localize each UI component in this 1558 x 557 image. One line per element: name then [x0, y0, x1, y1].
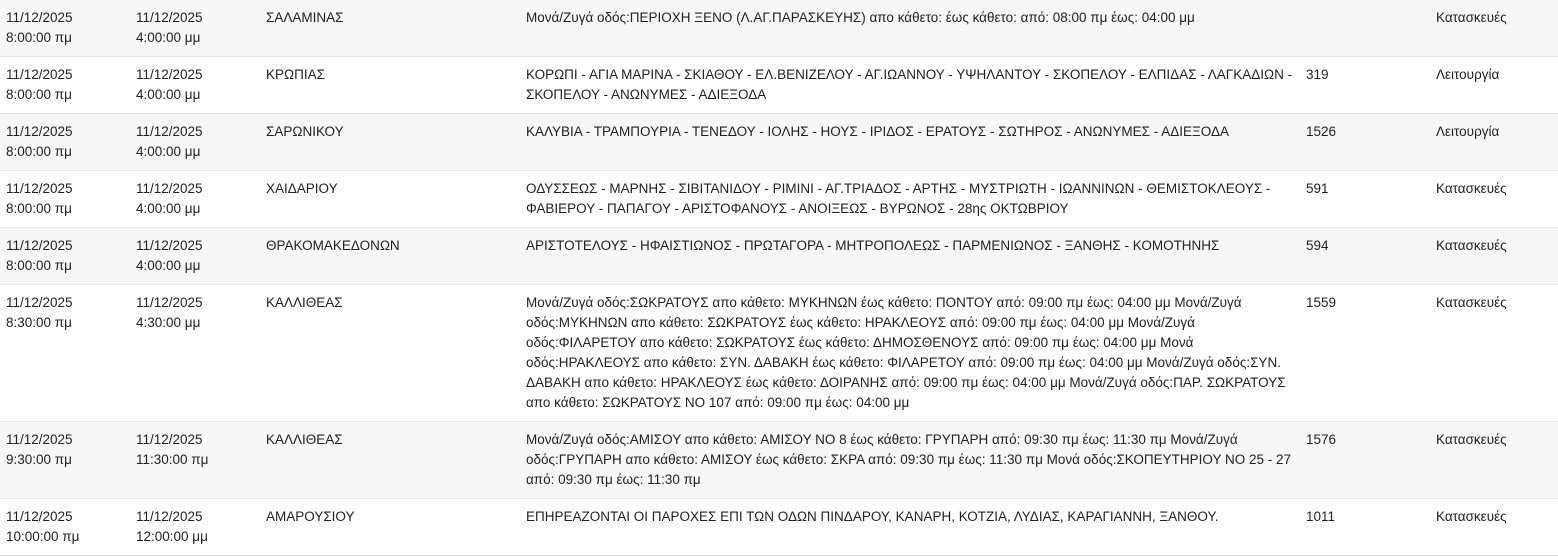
type-cell: Λειτουργία: [1430, 114, 1558, 171]
end-datetime-cell: [130, 285, 260, 422]
end-date: 11/12/2025: [136, 181, 203, 196]
number-cell: 319: [1300, 57, 1430, 114]
streets-cell: ΑΡΙΣΤΟΤΕΛΟΥΣ - ΗΦΑΙΣΤΙΩΝΟΣ - ΠΡΩΤΑΓΟΡΑ - ΜΗΤΡΟΠΟΛΕΩΣ - ΠΑΡΜΕΝΙΩΝΟΣ - ΞΑΝΘΗΣ - ΚΟΜΟΤΗΝΗΣ: [520, 228, 1300, 285]
type-cell: Κατασκευές: [1430, 171, 1558, 228]
start-datetime-cell: [0, 171, 130, 228]
start-date: 11/12/2025: [6, 124, 73, 139]
end-date: 11/12/2025: [136, 509, 203, 524]
end-datetime-cell: [130, 57, 260, 114]
start-time: 9:30:00 πμ: [6, 452, 72, 467]
type-cell: Κατασκευές: [1430, 499, 1558, 556]
number-cell: 1576: [1300, 422, 1430, 499]
end-time: 4:00:00 μμ: [136, 87, 201, 102]
streets-cell: ΕΠΗΡΕΑΖΟΝΤΑΙ ΟΙ ΠΑΡΟΧΕΣ ΕΠΙ ΤΩΝ ΟΔΩΝ ΠΙΝΔΑΡΟΥ, ΚΑΝΑΡΗ, ΚΟΤΖΙΑ, ΛΥΔΙΑΣ, ΚΑΡΑΓΙΑΝΝΗ, ΞΑΝΘΟΥ.: [520, 499, 1300, 556]
type-cell: Κατασκευές: [1430, 228, 1558, 285]
end-datetime-cell: [130, 228, 260, 285]
end-datetime-cell: [130, 499, 260, 556]
start-date: 11/12/2025: [6, 509, 73, 524]
streets-cell: Μονά/Ζυγά οδός:ΣΩΚΡΑΤΟΥΣ απο κάθετο: ΜΥΚΗΝΩΝ έως κάθετο: ΠΟΝΤΟΥ από: 09:00 πμ έως: 04:00 μμ Μονά/Ζυγά οδός:ΜΥΚΗΝΩΝ απο κάθετο: ΣΩΚΡΑΤΟΥΣ έως κάθετο: ΗΡΑΚΛΕΟΥΣ από: 09:00 πμ έως: 04:00 μμ Μονά/Ζυγά οδός:ΦΙΛΑΡΕΤΟΥ απο κάθετο: ΣΩΚΡΑΤΟΥΣ έως κάθετο: ΔΗΜΟΣΘΕΝΟΥΣ από: 09:00 πμ έως: 04:00 μμ Μονά οδός:ΗΡΑΚΛΕΟΥΣ απο κάθετο: ΣΥΝ. ΔΑΒΑΚΗ έως κάθετο: ΦΙΛΑΡΕΤΟΥ από: 09:00 πμ έως: 04:00 μμ Μονά/Ζυγά οδός:ΣΥΝ. ΔΑΒΑΚΗ απο κάθετο: ΗΡΑΚΛΕΟΥΣ έως κάθετο: ΔΟΙΡΑΝΗΣ από: 09:00 πμ έως: 04:00 μμ Μονά/Ζυγά οδός:ΠΑΡ. ΣΩΚΡΑΤΟΥΣ απο κάθετο: ΣΩΚΡΑΤΟΥΣ ΝΟ 107 από: 09:00 πμ έως: 04:00 μμ: [520, 285, 1300, 422]
streets-cell: Μονά/Ζυγά οδός:ΑΜΙΣΟΥ απο κάθετο: ΑΜΙΣΟΥ ΝΟ 8 έως κάθετο: ΓΡΥΠΑΡΗ από: 09:30 πμ έως: 11:30 πμ Μονά/Ζυγά οδός:ΓΡΥΠΑΡΗ απο κάθετο: ΑΜΙΣΟΥ έως κάθετο: ΣΚΡΑ από: 09:30 πμ έως: 11:30 πμ Μονά οδός:ΣΚΟΠΕΥΤΗΡΙΟΥ ΝΟ 25 - 27 από: 09:30 πμ έως: 11:30 πμ: [520, 422, 1300, 499]
streets-cell: Μονά/Ζυγά οδός:ΠΕΡΙΟΧΗ ΞΕΝΟ (Λ.ΑΓ.ΠΑΡΑΣΚΕΥΗΣ) απο κάθετο: έως κάθετο: από: 08:00 πμ έως: 04:00 μμ: [520, 0, 1300, 57]
start-date: 11/12/2025: [6, 238, 73, 253]
end-time: 4:00:00 μμ: [136, 258, 201, 273]
number-cell: 1011: [1300, 499, 1430, 556]
streets-cell: ΟΔΥΣΣΕΩΣ - ΜΑΡΝΗΣ - ΣΙΒΙΤΑΝΙΔΟΥ - ΡΙΜΙΝΙ - ΑΓ.ΤΡΙΑΔΟΣ - ΑΡΤΗΣ - ΜΥΣΤΡΙΩΤΗ - ΙΩΑΝΝΙΝΩΝ - ΘΕΜΙΣΤΟΚΛΕΟΥΣ - ΦΑΒΙΕΡΟΥ - ΠΑΠΑΓΟΥ - ΑΡΙΣΤΟΦΑΝΟΥΣ - ΑΝΟΙΞΕΩΣ - ΒΥΡΩΝΟΣ - 28ης ΟΚΤΩΒΡΙΟΥ: [520, 171, 1300, 228]
end-date: 11/12/2025: [136, 432, 203, 447]
area-cell: ΘΡΑΚΟΜΑΚΕΔΟΝΩΝ: [260, 228, 520, 285]
number-cell: 594: [1300, 228, 1430, 285]
start-time: 10:00:00 πμ: [6, 529, 80, 544]
type-cell: Κατασκευές: [1430, 422, 1558, 499]
end-datetime-cell: [130, 114, 260, 171]
end-time: 11:30:00 πμ: [136, 452, 209, 467]
end-datetime-cell: [130, 0, 260, 57]
start-time: 8:00:00 πμ: [6, 258, 72, 273]
area-cell: ΚΑΛΛΙΘΕΑΣ: [260, 422, 520, 499]
number-cell: 1526: [1300, 114, 1430, 171]
start-datetime-cell: [0, 499, 130, 556]
table-row: [0, 114, 1558, 171]
table-row: [0, 0, 1558, 57]
type-cell: Κατασκευές: [1430, 285, 1558, 422]
area-cell: ΣΑΛΑΜΙΝΑΣ: [260, 0, 520, 57]
end-date: 11/12/2025: [136, 10, 203, 25]
table-row: [0, 422, 1558, 499]
end-time: 12:00:00 μμ: [136, 529, 208, 544]
type-cell: Κατασκευές: [1430, 0, 1558, 57]
end-time: 4:00:00 μμ: [136, 201, 201, 216]
area-cell: ΧΑΙΔΑΡΙΟΥ: [260, 171, 520, 228]
end-datetime-cell: [130, 422, 260, 499]
start-date: 11/12/2025: [6, 295, 73, 310]
number-cell: 591: [1300, 171, 1430, 228]
start-datetime-cell: [0, 114, 130, 171]
area-cell: ΚΡΩΠΙΑΣ: [260, 57, 520, 114]
start-time: 8:00:00 πμ: [6, 144, 72, 159]
area-cell: ΑΜΑΡΟΥΣΙΟΥ: [260, 499, 520, 556]
table-row: [0, 171, 1558, 228]
streets-cell: ΚΑΛΥΒΙΑ - ΤΡΑΜΠΟΥΡΙΑ - ΤΕΝΕΔΟΥ - ΙΟΛΗΣ - ΗΟΥΣ - ΙΡΙΔΟΣ - ΕΡΑΤΟΥΣ - ΣΩΤΗΡΟΣ - ΑΝΩΝΥΜΕΣ - ΑΔΙΕΞΟΔΑ: [520, 114, 1300, 171]
start-date: 11/12/2025: [6, 67, 73, 82]
table-row: [0, 57, 1558, 114]
number-cell: 1559: [1300, 285, 1430, 422]
end-time: 4:30:00 μμ: [136, 315, 201, 330]
table-row: [0, 228, 1558, 285]
start-date: 11/12/2025: [6, 432, 73, 447]
end-date: 11/12/2025: [136, 124, 203, 139]
end-date: 11/12/2025: [136, 238, 203, 253]
start-time: 8:30:00 πμ: [6, 315, 72, 330]
area-cell: ΣΑΡΩΝΙΚΟΥ: [260, 114, 520, 171]
area-cell: ΚΑΛΛΙΘΕΑΣ: [260, 285, 520, 422]
start-datetime-cell: [0, 57, 130, 114]
start-datetime-cell: [0, 0, 130, 57]
end-time: 4:00:00 μμ: [136, 30, 201, 45]
streets-cell: ΚΟΡΩΠΙ - ΑΓΙΑ ΜΑΡΙΝΑ - ΣΚΙΑΘΟΥ - ΕΛ.ΒΕΝΙΖΕΛΟΥ - ΑΓ.ΙΩΑΝΝΟΥ - ΥΨΗΛΑΝΤΟΥ - ΣΚΟΠΕΛΟΥ - ΕΛΠΙΔΑΣ - ΛΑΓΚΑΔΙΩΝ - ΣΚΟΠΕΛΟΥ - ΑΝΩΝΥΜΕΣ - ΑΔΙΕΞΟΔΑ: [520, 57, 1300, 114]
end-datetime-cell: [130, 171, 260, 228]
start-datetime-cell: [0, 422, 130, 499]
start-time: 8:00:00 πμ: [6, 87, 72, 102]
start-time: 8:00:00 πμ: [6, 30, 72, 45]
type-cell: Λειτουργία: [1430, 57, 1558, 114]
table-row: [0, 285, 1558, 422]
start-datetime-cell: [0, 228, 130, 285]
start-time: 8:00:00 πμ: [6, 201, 72, 216]
table-row: [0, 499, 1558, 556]
end-time: 4:00:00 μμ: [136, 144, 201, 159]
start-datetime-cell: [0, 285, 130, 422]
number-cell: [1300, 0, 1430, 57]
end-date: 11/12/2025: [136, 295, 203, 310]
end-date: 11/12/2025: [136, 67, 203, 82]
start-date: 11/12/2025: [6, 10, 73, 25]
start-date: 11/12/2025: [6, 181, 73, 196]
